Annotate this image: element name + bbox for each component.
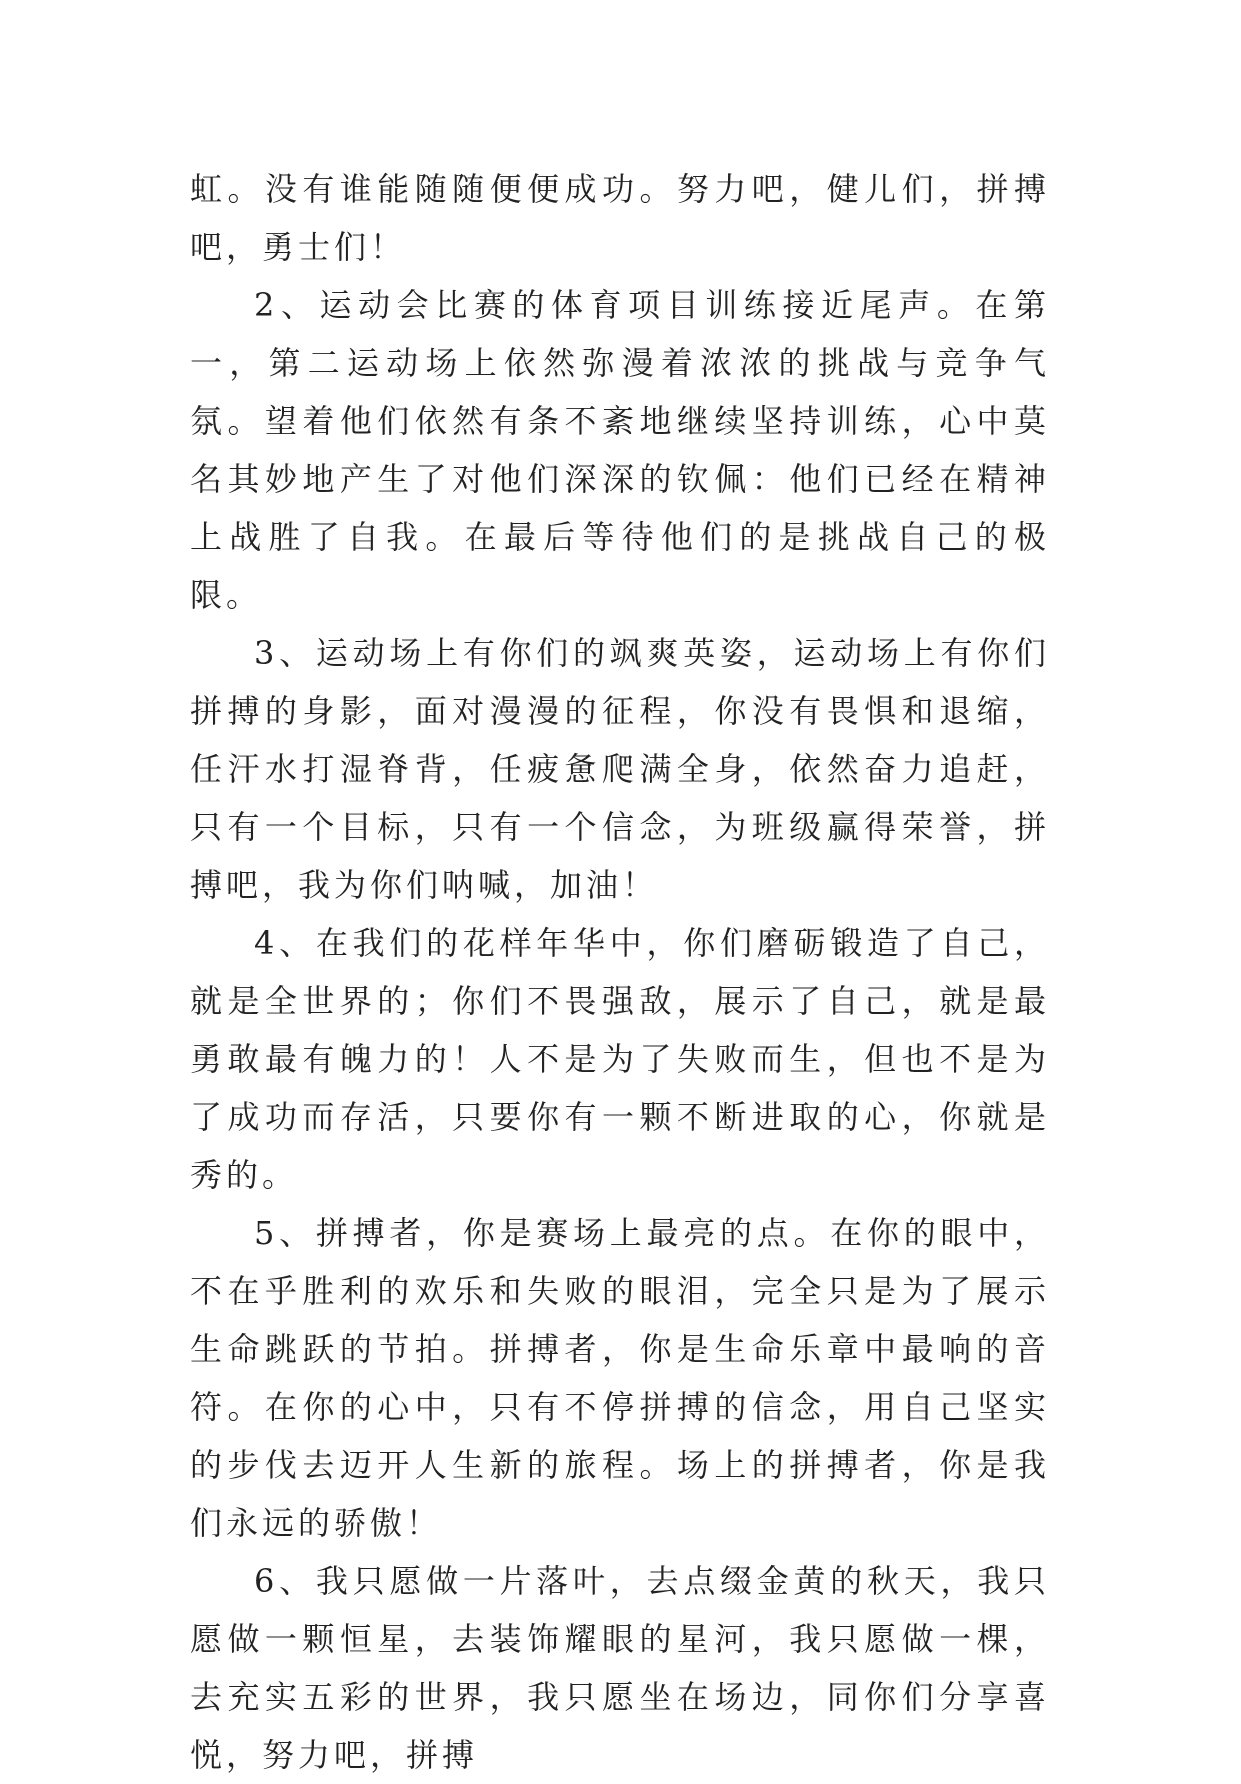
- paragraph-6: 6、我只愿做一片落叶，去点缀金黄的秋天，我只愿做一颗恒星，去装饰耀眼的星河，我只愿做一棵，去充实五彩的世界，我只愿坐在场边，同你们分享喜悦，努力吧，拼搏: [190, 1562, 1050, 1774]
- paragraph-3: 3、运动场上有你们的飒爽英姿，运动场上有你们拼搏的身影，面对漫漫的征程，你没有畏惧和退缩，任汗水打湿脊背，任疲惫爬满全身，依然奋力追赶，只有一个目标，只有一个信念，为班级赢得荣誉，拼搏吧，我为你们呐喊，加油！: [190, 634, 1050, 904]
- document-body: [190, 160, 1050, 1784]
- paragraph-4: 4、在我们的花样年华中，你们磨砺锻造了自己，就是全世界的；你们不畏强敌，展示了自己，就是最勇敢最有魄力的！人不是为了失败而生，但也不是为了成功而存活，只要你有一颗不断进取的心，你就是秀的。: [190, 924, 1050, 1194]
- paragraph-2: 2、运动会比赛的体育项目训练接近尾声。在第一，第二运动场上依然弥漫着浓浓的挑战与竞争气氛。望着他们依然有条不紊地继续坚持训练，心中莫名其妙地产生了对他们深深的钦佩：他们已经在精神上战胜了自我。在最后等待他们的是挑战自己的极限。: [190, 286, 1050, 614]
- paragraph-5: 5、拼搏者，你是赛场上最亮的点。在你的眼中，不在乎胜利的欢乐和失败的眼泪，完全只是为了展示生命跳跃的节拍。拼搏者，你是生命乐章中最响的音符。在你的心中，只有不停拼搏的信念，用自己坚实的步伐去迈开人生新的旅程。场上的拼搏者，你是我们永远的骄傲！: [190, 1214, 1050, 1542]
- paragraph-continuation: 虹。没有谁能随随便便成功。努力吧，健儿们，拼搏吧，勇士们！: [190, 170, 1050, 266]
